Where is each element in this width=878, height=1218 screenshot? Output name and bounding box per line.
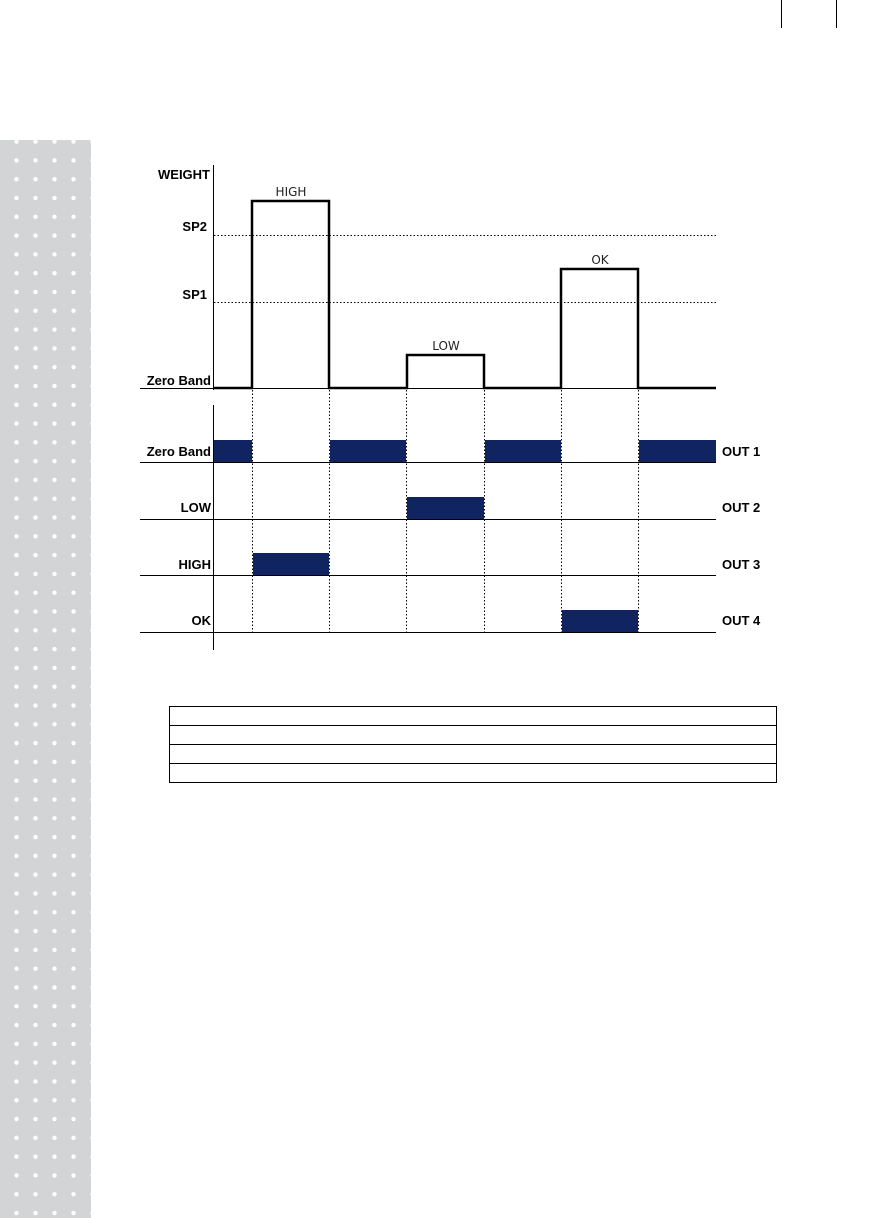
label-weight: WEIGHT	[158, 167, 210, 182]
label-sp2: SP2	[182, 219, 207, 234]
pulse-label-high: HIGH	[275, 185, 307, 199]
table-row	[170, 726, 777, 745]
table-row	[170, 707, 777, 726]
output-label-out1: OUT 1	[722, 444, 761, 459]
output-label-out2: OUT 2	[722, 500, 761, 515]
output-bars	[214, 440, 716, 632]
out4-bar	[562, 610, 638, 632]
table-cell	[170, 726, 777, 745]
out1-bar	[639, 440, 716, 462]
output-label-out3: OUT 3	[722, 557, 761, 572]
table-cell	[170, 707, 777, 726]
out3-bar	[253, 553, 329, 575]
pulse-label-low: LOW	[432, 339, 460, 353]
output-label-out4: OUT 4	[722, 613, 761, 628]
empty-table	[169, 706, 777, 783]
label-zero-band: Zero Band	[146, 373, 211, 388]
row-label-low: LOW	[180, 500, 211, 515]
row-label-ok: OK	[191, 613, 211, 628]
out2-bar	[407, 497, 484, 519]
row-label-zero-band: Zero Band	[146, 444, 211, 459]
label-sp1: SP1	[182, 287, 207, 302]
out1-bar	[214, 440, 252, 462]
table-row	[170, 764, 777, 783]
weight-waveform	[214, 201, 716, 388]
table-row	[170, 745, 777, 764]
table-cell	[170, 764, 777, 783]
out1-bar	[485, 440, 561, 462]
out1-bar	[330, 440, 406, 462]
pulse-label-ok: OK	[591, 253, 609, 267]
row-label-high: HIGH	[178, 557, 211, 572]
table-cell	[170, 745, 777, 764]
output-row-baselines	[140, 463, 716, 633]
